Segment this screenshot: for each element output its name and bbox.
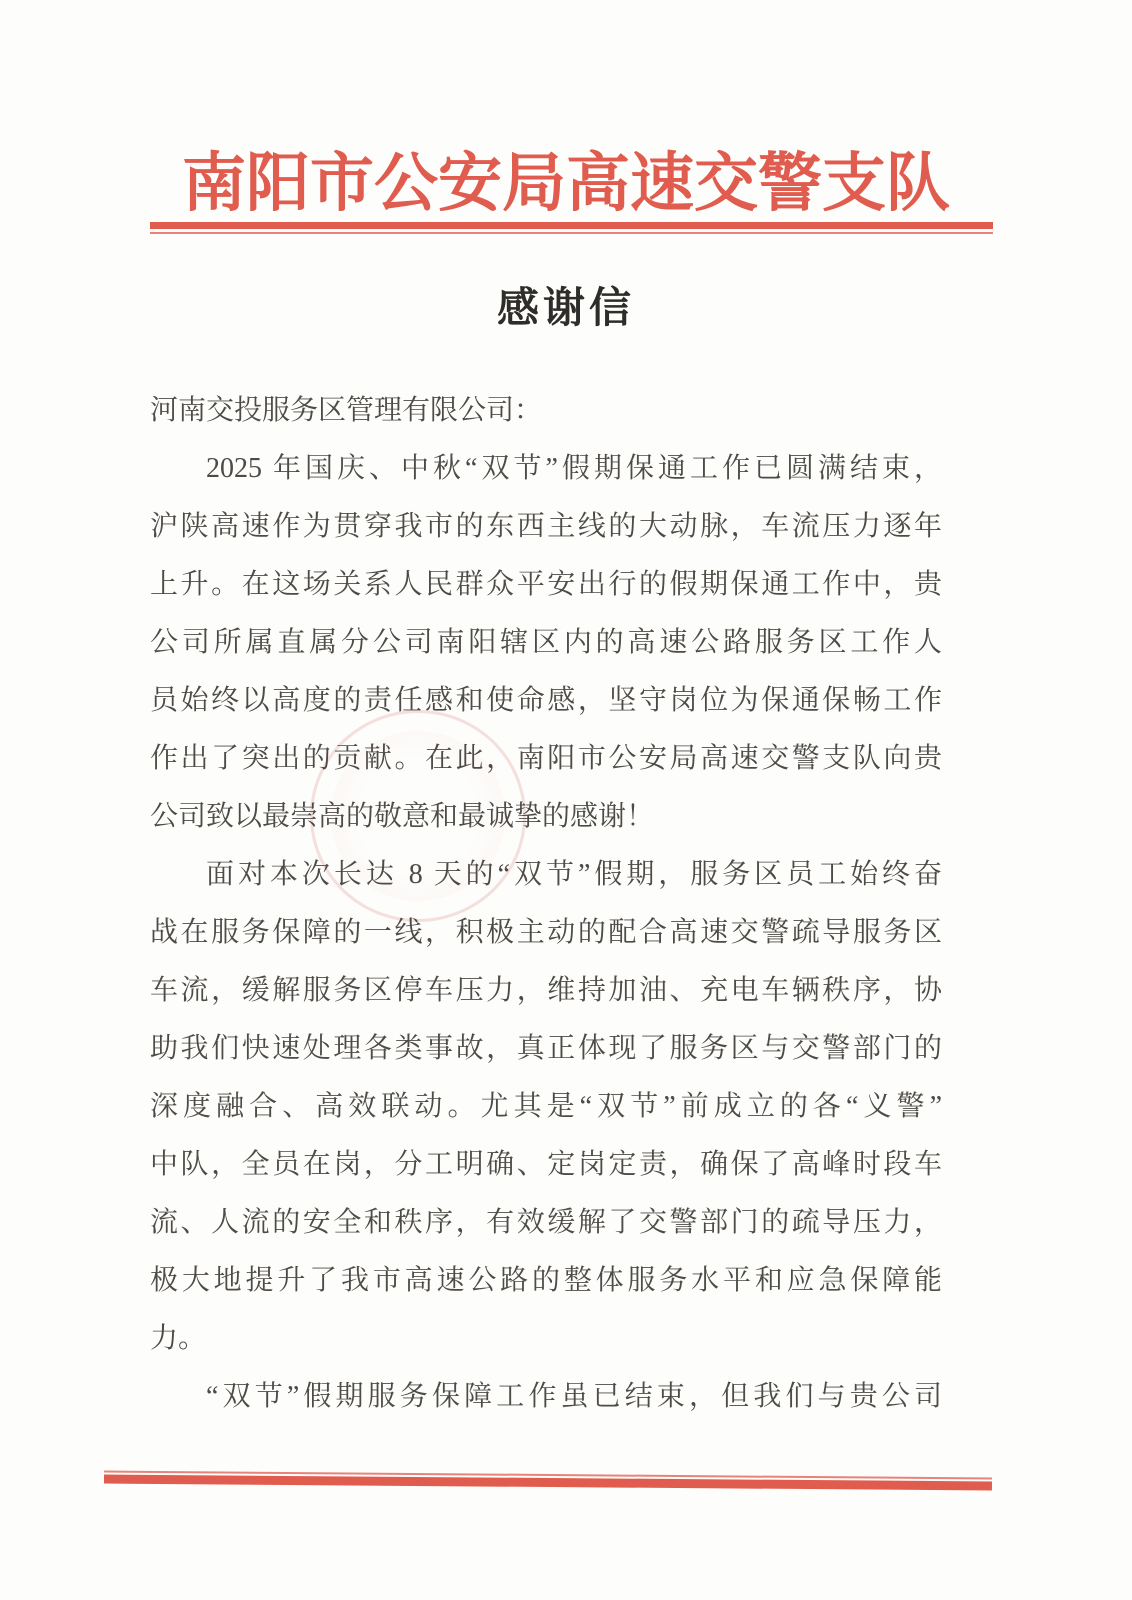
body-line: 沪陕高速作为贯穿我市的东西主线的大动脉，车流压力逐年: [150, 511, 942, 542]
letter-body: [150, 382, 942, 1426]
footer-rule: [104, 1471, 992, 1491]
body-line: 公司致以最崇高的敬意和最诚挚的感谢！: [150, 801, 655, 832]
body-line: 车流，缓解服务区停车压力，维持加油、充电车辆秩序，协: [150, 975, 942, 1006]
letterhead-rule-thin: [150, 232, 993, 234]
letterhead-rule: [150, 222, 993, 234]
body-line: “双节”假期服务保障工作虽已结束，但我们与贵公司: [206, 1381, 942, 1412]
body-line: 员始终以高度的责任感和使命感，坚守岗位为保通保畅工作: [150, 685, 942, 716]
body-line: 战在服务保障的一线，积极主动的配合高速交警疏导服务区: [150, 917, 942, 948]
body-line: 深度融合、高效联动。尤其是“双节”前成立的各“义警”: [150, 1091, 942, 1122]
letter-heading: 感谢信: [496, 286, 635, 332]
body-line: 流、人流的安全和秩序，有效缓解了交警部门的疏导压力，: [150, 1207, 942, 1238]
body-line: 作出了突出的贡献。在此，南阳市公安局高速交警支队向贵: [150, 743, 942, 774]
body-line: 公司所属直属分公司南阳辖区内的高速公路服务区工作人: [150, 627, 942, 658]
body-line: 极大地提升了我市高速公路的整体服务水平和应急保障能: [150, 1265, 942, 1296]
body-line: 助我们快速处理各类事故，真正体现了服务区与交警部门的: [150, 1033, 942, 1064]
salutation: 河南交投服务区管理有限公司：: [150, 395, 543, 426]
body-line: 2025 年国庆、中秋“双节”假期保通工作已圆满结束，: [206, 453, 942, 484]
body-line: 上升。在这场关系人民群众平安出行的假期保通工作中，贵: [150, 569, 942, 600]
body-line: 力。: [150, 1323, 207, 1354]
body-line: 中队，全员在岗，分工明确、定岗定责，确保了高峰时段车: [150, 1149, 942, 1180]
body-line: 面对本次长达 8 天的“双节”假期，服务区员工始终奋: [206, 859, 942, 890]
letterhead-title: 南阳市公安局高速交警支队: [182, 148, 950, 219]
letterhead-rule-thick: [150, 222, 993, 229]
